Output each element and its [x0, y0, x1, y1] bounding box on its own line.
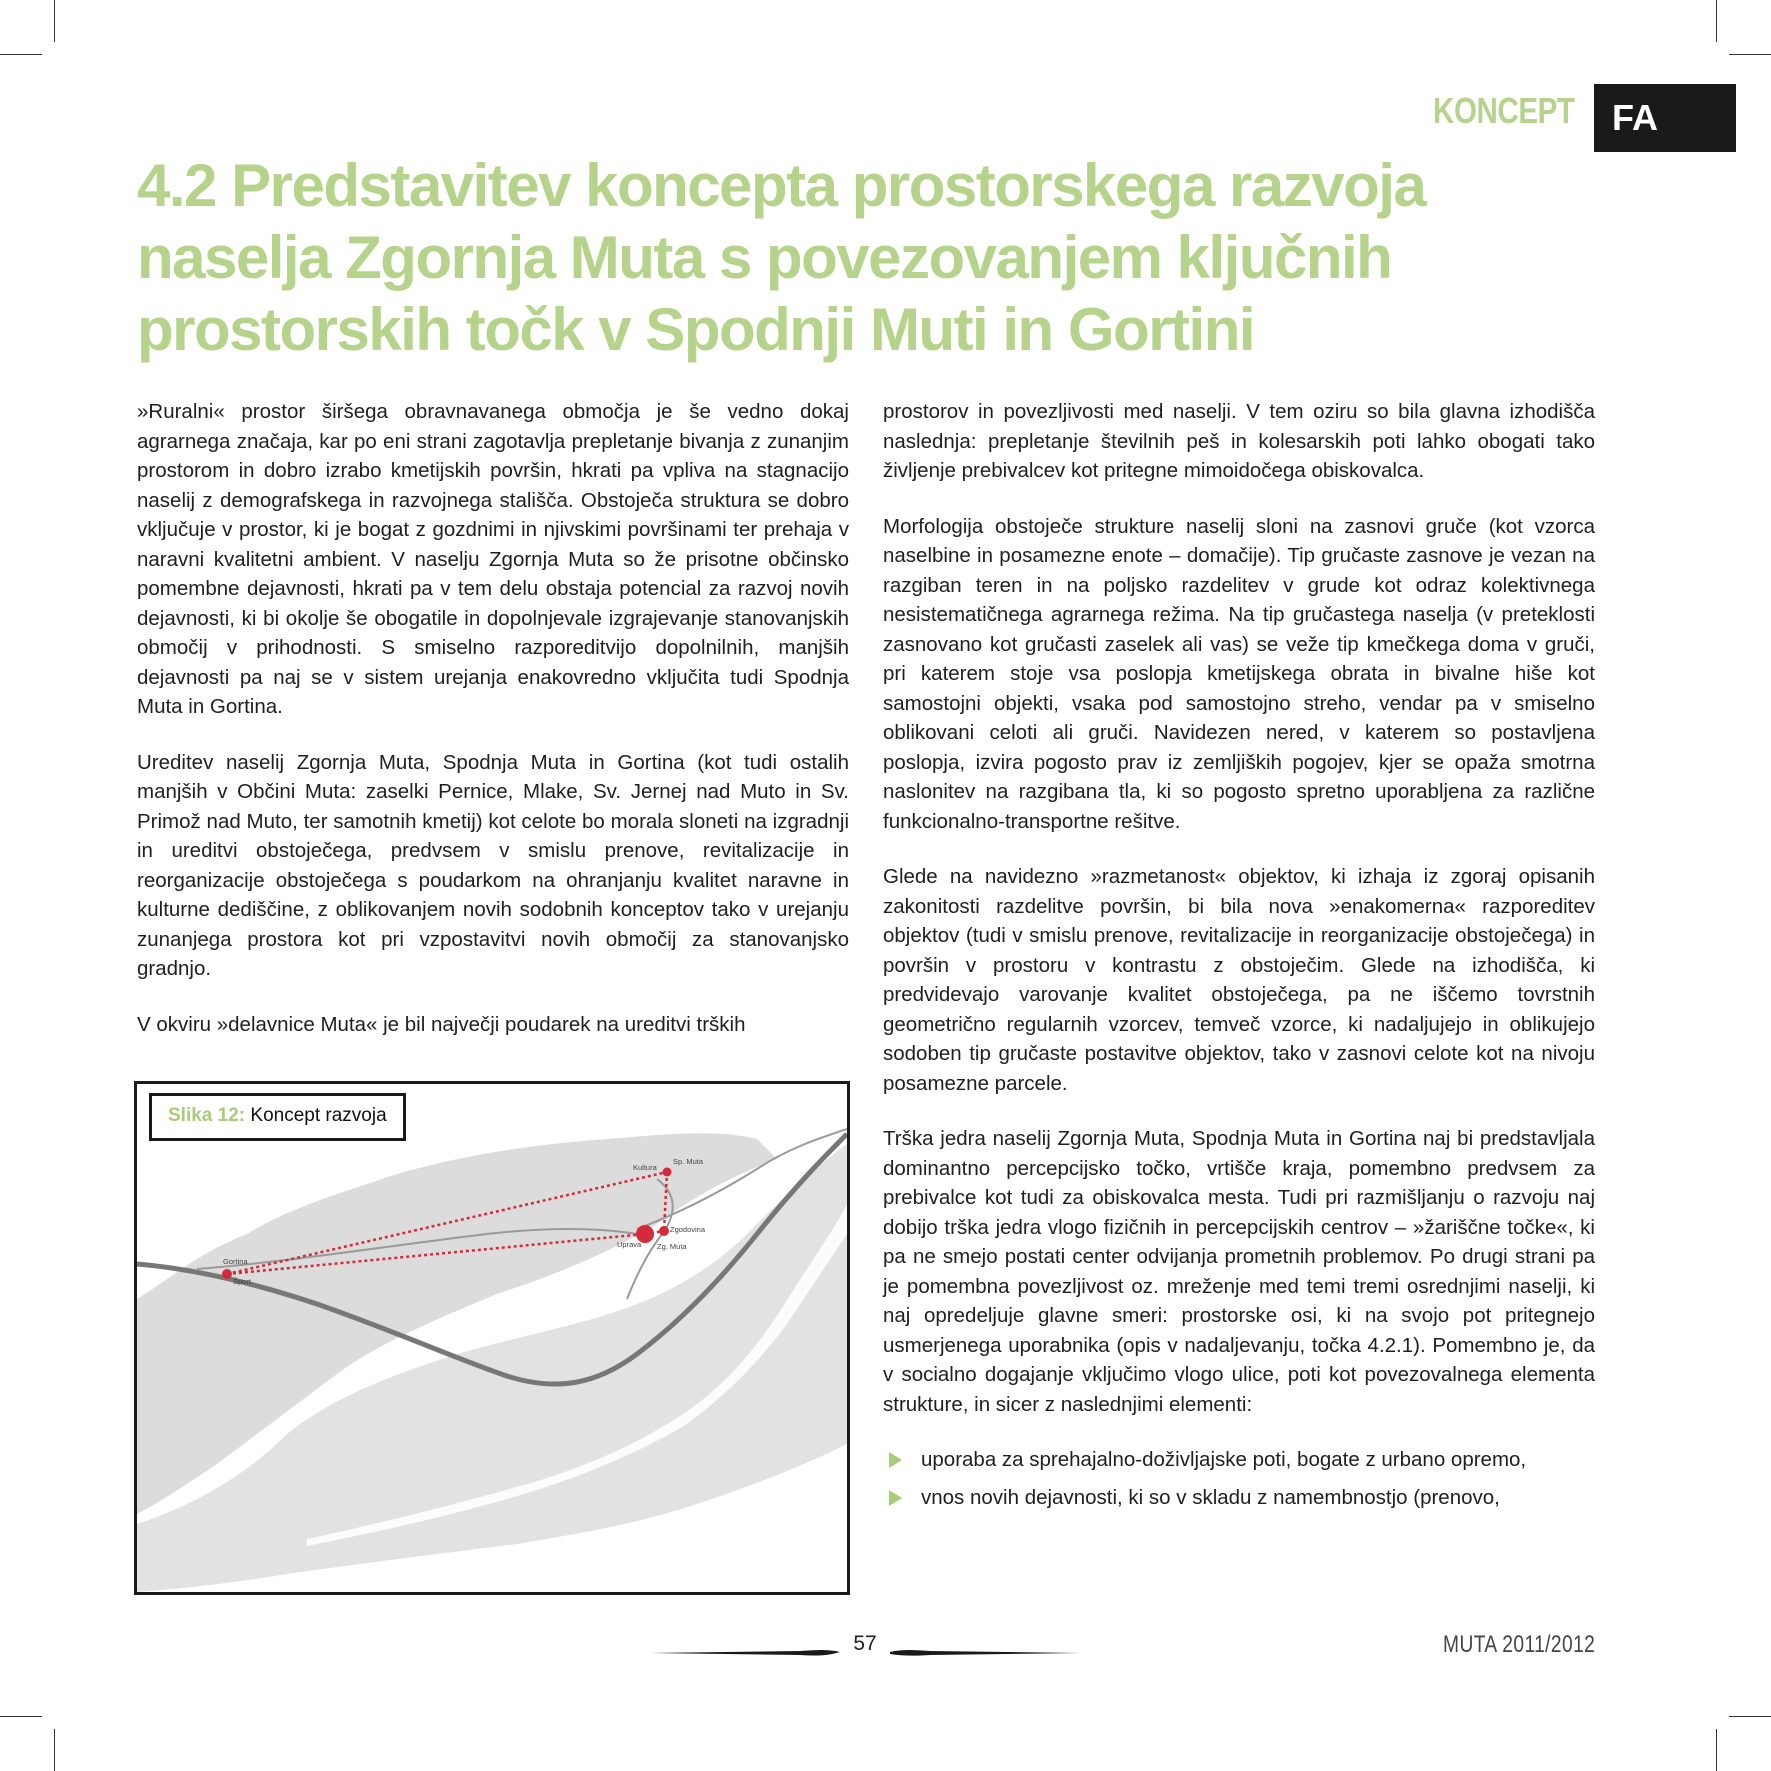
footer-rule-left [650, 1646, 840, 1660]
paragraph: prostorov in povezljivosti med naselji. V tem oziru so bila glavna izhodišča naslednja: prepletanje številnih peš in kolesarskih poti lahko obogati tako življenje prebivalcev kot pritegne mimoidočega obiskovalca. [883, 400, 1595, 482]
paragraph: Trška jedra naselij Zgornja Muta, Spodnja Muta in Gortina naj bi predstavljala dominantno percepcijsko točko, vrtišče kraja, pomembno predvsem za prebivalce kot tudi za obiskovalca mesta. Tudi pri razmišljanju o razvoju naj dobijo trška jedra vlogo fizičnih in percepcijskih centrov – »žariščne točke«, ki pa ne smejo postati center odvijanja prometnih problemov. Po drugi strani pa je pomembna povezljivost oz. mreženje med temi tremi osrednjimi naselji, ki naj opredeljuje glavne smeri: prostorske osi, ki na svojo pot pritegnejo usmerjenega uporabnika (opis v nadaljevanju, točka 4.2.1). Pomembno je, da v socialno dogajanje vključimo vlogo ulice, poti kot povezovalnega elementa strukture, in sicer z naslednjimi elementi: [883, 1127, 1595, 1416]
list-item-text: vnos novih dejavnosti, ki so v skladu z namembnostjo (prenovo, [921, 1485, 1500, 1509]
caption-label: Slika 12: [168, 1105, 246, 1126]
crop-mark [1716, 1729, 1717, 1771]
paragraph: Ureditev naselij Zgornja Muta, Spodnja Muta in Gortina (kot tudi ostalih manjših v Občini Muta: zaselki Pernice, Mlake, Sv. Jernej nad Muto in Sv. Primož nad Muto, ter samotnih kmetij) kot celote bo morala sloneti na izgradnji in ureditvi obstoječega, predvsem v smislu prenove, revitalizacije in reorganizacije obstoječega s poudarkom na ohranjanju kvalitet naravne in kulturne dediščine, z oblikovanjem novih sodobnih konceptov tako v urejanju zunanjega prostora kot pri vzpostavitvi novih območij za stanovanjsko gradnjo. [137, 750, 849, 980]
crop-mark [1716, 0, 1717, 42]
caption-text: Koncept razvoja [250, 1105, 387, 1126]
concept-map-figure [134, 1081, 850, 1595]
crop-mark [0, 1716, 42, 1717]
right-column [883, 397, 1595, 1520]
list-item [883, 1445, 1595, 1475]
paragraph: Glede na navidezno »razmetanost« objektov, ki izhaja iz zgoraj opisanih zakonitosti razdelitve površin, bi bila nova »enakomerna« razporeditev objektov (tudi v smislu prenove, revitalizacije in reorganizacije obstoječega) in površin v prostoru v kontrastu z obstoječim. Glede na izhodišča, ki predvidevajo varovanje kvalitet obstoječega, pa ne iščemo tovrstnih geometrično regularnih vzorcev, temveč vzorce, ki nadaljujejo in oblikujejo sodoben tip gručaste postavitve objektov, tako v zasnovi celote kot na nivoju posamezne parcele. [883, 865, 1595, 1095]
page-title: 4.2 Predstavitev koncepta prostorskega razvoja naselja Zgornja Muta s povezovanjem ključnih prostorskih točk v Spodnji Muti in Gortini [137, 152, 1426, 363]
list-item [883, 1483, 1595, 1513]
list-item-text: uporaba za sprehajalno-doživljajske poti, bogate z urbano opremo, [921, 1448, 1527, 1471]
paragraph: V okviru »delavnice Muta« je bil največji poudarek na ureditvi trških [137, 1012, 746, 1036]
crop-mark [1729, 1716, 1771, 1717]
footer-rule-right [890, 1646, 1080, 1660]
publication-label: MUTA 2011/2012 [1442, 1631, 1595, 1658]
map-label-zgodovina: Zgodovina [670, 1225, 706, 1234]
map-label-uprava: Uprava [617, 1240, 642, 1249]
page-number: 57 [853, 1632, 877, 1655]
map-label-kultura: Kultura [633, 1163, 657, 1172]
crop-mark [0, 54, 42, 55]
concept-map [137, 1084, 847, 1592]
crop-mark [54, 1729, 55, 1771]
paragraph: »Ruralni« prostor širšega obravnavanega območja je še vedno dokaj agrarnega značaja, kar po eni strani zagotavlja prepletanje bivanja z zunanjim prostorom in dobro izrabo kmetijskih površin, hkrati pa vpliva na stagnacijo naselij z demografskega in razvojnega stališča. Obstoječa struktura se dobro vključuje v prostor, ki je bogat z gozdnimi in njivskimi površinami ter prehaja v naravni kvalitetni ambient. V naselju Zgornja Muta so že prisotne občinsko pomembne dejavnosti, hkrati pa v tem delu obstaja potencial za razvoj novih dejavnosti, ki bi okolje še obogatile in dopolnjevale izgrajevanje stanovanjskih območij v prihodnosti. S smiselno razporeditvijo dopolnilnih, manjših dejavnosti pa naj se v sistem urejanja enakovredno vključita tudi Spodnja Muta in Gortina. [137, 400, 849, 718]
map-point-kultura [663, 1168, 672, 1177]
triangle-bullet-icon [889, 1452, 902, 1468]
map-point-zgodovina [659, 1226, 669, 1236]
section-label: KONCEPT [1433, 90, 1575, 131]
map-label-zg-muta: Zg. Muta [657, 1242, 687, 1251]
map-label-sp-muta: Sp. Muta [673, 1157, 704, 1166]
crop-mark [1729, 54, 1771, 55]
triangle-bullet-icon [889, 1490, 902, 1506]
bullet-list [883, 1445, 1595, 1512]
left-column [137, 397, 849, 1065]
crop-mark [54, 0, 55, 42]
map-point-sport [222, 1269, 232, 1279]
map-label-sport: Šport [233, 1277, 251, 1286]
section-tab: FA [1594, 84, 1736, 152]
paragraph: Morfologija obstoječe strukture naselij sloni na zasnovi gruče (kot vzorca naselbine in posamezne enote – domačije). Tip gručaste zasnove je vezan na razgiban teren in na poljsko razdelitev v grude kot odraz kolektivnega nesistematičnega agrarnega režima. Na tip gručastega naselja (v preteklosti zasnovano kot gručasti zaselek ali vas) se veže tip kmečkega doma v gruči, pri katerem stoje vsa poslopja kmetijskega obrata in bivalne hiše kot samostojni objekti, vsaka pod samostojno streho, vendar pa v smiselno oblikovani celoti ali gruči. Navidezen nered, v katerem so postavljena poslopja, izvira pogosto prav iz zemljiških pogojev, kjer se opaža smotrna naslonitev na razgibana tla, ki so pogosto spretno uporabljena za različne funkcionalno-transportne rešitve. [883, 514, 1595, 833]
figure-caption [149, 1093, 406, 1141]
map-label-gortina: Gortina [223, 1257, 248, 1266]
